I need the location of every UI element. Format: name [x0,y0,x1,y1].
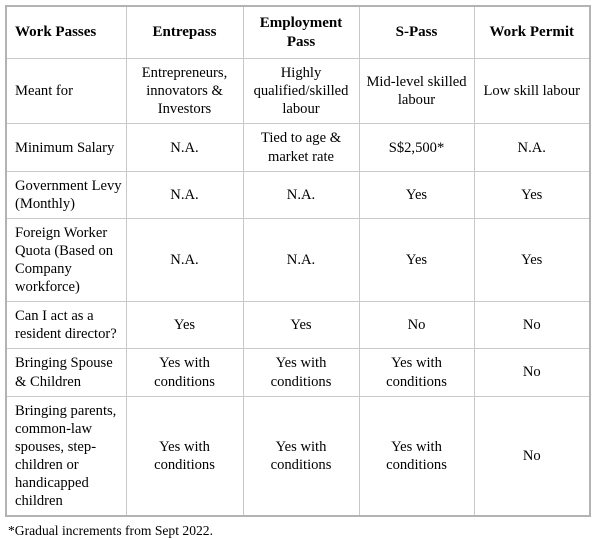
column-header-work-permit: Work Permit [474,6,590,59]
work-passes-comparison-table [5,5,591,517]
table-header-row [6,6,590,59]
table-row [6,59,590,124]
cell-meant-for-s-pass: Mid-level skilled labour [359,59,474,124]
cell-meant-for-employment-pass: Highly qualified/skilled labour [243,59,359,124]
column-header-s-pass: S-Pass [359,6,474,59]
cell-government-levy-s-pass: Yes [359,171,474,218]
row-label-government-levy: Government Levy (Monthly) [6,171,126,218]
cell-government-levy-work-permit: Yes [474,171,590,218]
column-header-employment-pass: Employment Pass [243,6,359,59]
cell-bringing-spouse-children-work-permit: No [474,349,590,396]
cell-bringing-parents-others-s-pass: Yes with conditions [359,396,474,516]
cell-bringing-parents-others-employment-pass: Yes with conditions [243,396,359,516]
cell-government-levy-entrepass: N.A. [126,171,243,218]
cell-minimum-salary-entrepass: N.A. [126,124,243,171]
cell-bringing-parents-others-work-permit: No [474,396,590,516]
row-label-bringing-parents-others: Bringing parents, common-law spouses, step-children or handicapped children [6,396,126,516]
row-label-bringing-spouse-children: Bringing Spouse & Children [6,349,126,396]
column-header-work-passes: Work Passes [6,6,126,59]
table-row [6,218,590,301]
table-body [6,59,590,516]
table-row [6,349,590,396]
table-row [6,171,590,218]
table-header [6,6,590,59]
cell-minimum-salary-work-permit: N.A. [474,124,590,171]
cell-foreign-worker-quota-s-pass: Yes [359,218,474,301]
table-row [6,124,590,171]
table-footnote: *Gradual increments from Sept 2022. [8,523,213,539]
row-label-minimum-salary: Minimum Salary [6,124,126,171]
cell-resident-director-s-pass: No [359,302,474,349]
row-label-resident-director: Can I act as a resident director? [6,302,126,349]
cell-bringing-spouse-children-s-pass: Yes with conditions [359,349,474,396]
cell-meant-for-work-permit: Low skill labour [474,59,590,124]
cell-bringing-spouse-children-employment-pass: Yes with conditions [243,349,359,396]
row-label-foreign-worker-quota: Foreign Worker Quota (Based on Company workforce) [6,218,126,301]
cell-government-levy-employment-pass: N.A. [243,171,359,218]
row-label-meant-for: Meant for [6,59,126,124]
cell-foreign-worker-quota-employment-pass: N.A. [243,218,359,301]
table-row [6,302,590,349]
cell-resident-director-work-permit: No [474,302,590,349]
cell-resident-director-employment-pass: Yes [243,302,359,349]
cell-foreign-worker-quota-work-permit: Yes [474,218,590,301]
cell-minimum-salary-employment-pass: Tied to age & market rate [243,124,359,171]
column-header-entrepass: Entrepass [126,6,243,59]
cell-minimum-salary-s-pass: S$2,500* [359,124,474,171]
cell-bringing-spouse-children-entrepass: Yes with conditions [126,349,243,396]
table-row [6,396,590,516]
cell-foreign-worker-quota-entrepass: N.A. [126,218,243,301]
cell-bringing-parents-others-entrepass: Yes with conditions [126,396,243,516]
cell-meant-for-entrepass: Entrepreneurs, innovators & Investors [126,59,243,124]
cell-resident-director-entrepass: Yes [126,302,243,349]
